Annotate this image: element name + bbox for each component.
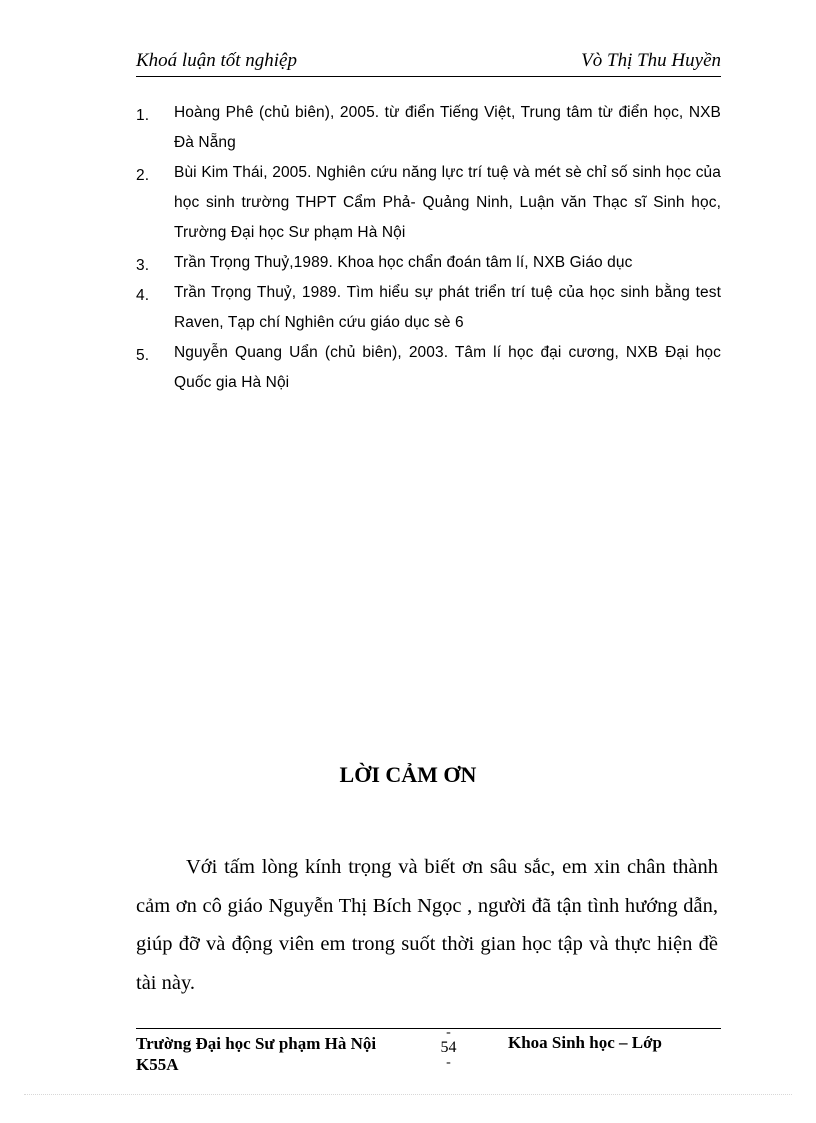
reference-text: Bùi Kim Thái, 2005. Nghiên cứu năng lực trí tuệ và mét sè chỉ số sinh học của học sinh trường THPT Cẩm Phả- Quảng Ninh, Luận văn Thạc sĩ Sinh học, Trường Đại học Sư phạm Hà Nội (174, 164, 721, 241)
page-number-block (426, 1025, 471, 1070)
reference-number: 4. (136, 287, 150, 304)
page-dash-top: - (446, 1025, 451, 1040)
header-author-name: Vò Thị Thu Huyền (581, 50, 721, 71)
reference-text: Nguyễn Quang Uẩn (chủ biên), 2003. Tâm lí học đại cương, NXB Đại học Quốc gia Hà Nội (174, 344, 721, 391)
footer-faculty: Khoa Sinh học – Lớp (508, 1033, 662, 1052)
footer-university: Trường Đại học Sư phạm Hà Nội K55A (136, 1034, 377, 1074)
page-dash-bottom: - (446, 1055, 451, 1070)
reference-text: Trần Trọng Thuỷ, 1989. Tìm hiểu sự phát triển trí tuệ của học sinh bằng test Raven, Tạp chí Nghiên cứu giáo dục sè 6 (174, 284, 721, 331)
page-bottom-divider (24, 1094, 792, 1095)
reference-text: Trần Trọng Thuỷ,1989. Khoa học chẩn đoán tâm lí, NXB Giáo dục (174, 254, 633, 271)
header-thesis-label: Khoá luận tốt nghiệp (136, 50, 297, 71)
reference-list (136, 98, 721, 398)
page-header (136, 48, 721, 77)
reference-item (136, 248, 721, 278)
reference-number: 1. (136, 107, 150, 124)
reference-item (136, 98, 721, 158)
reference-number: 3. (136, 257, 150, 274)
page-number: 54 (440, 1039, 457, 1056)
reference-item (136, 338, 721, 398)
reference-item (136, 278, 721, 338)
section-title: LỜI CẢM ƠN (339, 762, 477, 787)
reference-item (136, 158, 721, 248)
reference-text: Hoàng Phê (chủ biên), 2005. từ điển Tiếng Việt, Trung tâm từ điển học, NXB Đà Nẵng (174, 104, 721, 151)
reference-number: 5. (136, 347, 150, 364)
acknowledgement-paragraph: Với tấm lòng kính trọng và biết ơn sâu sắc, em xin chân thành cảm ơn cô giáo Nguyễn Thị Bích Ngọc , người đã tận tình hướng dẫn, giúp đỡ và động viên em trong suốt thời gian học tập và thực hiện đề tài này. (136, 856, 718, 994)
reference-number: 2. (136, 167, 150, 184)
page-footer (136, 1025, 721, 1089)
